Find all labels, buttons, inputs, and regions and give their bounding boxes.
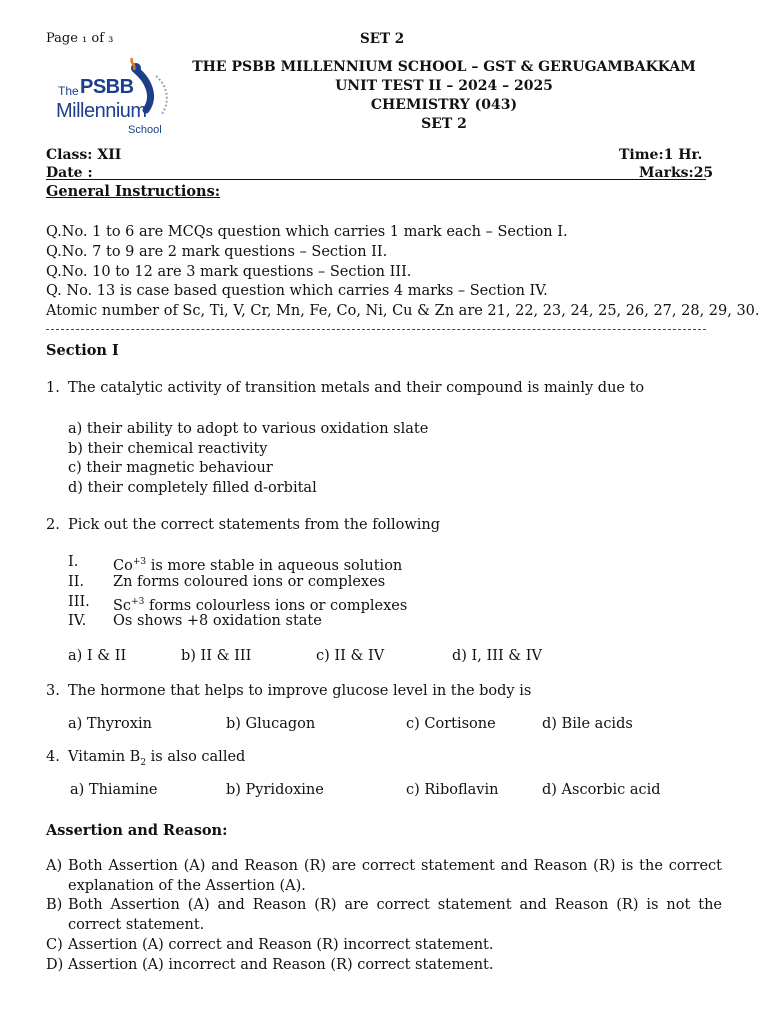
- ar-label: C): [46, 937, 63, 953]
- date-underline: [46, 179, 706, 180]
- option: b) Glucagon: [226, 716, 316, 732]
- question-text: Vitamin $B_2$ is also called: [68, 749, 246, 768]
- ar-text: Assertion (A) correct and Reason (R) incorrect statement.: [68, 937, 494, 953]
- logo-millennium: Millennium: [56, 100, 147, 122]
- statement-roman: III.: [68, 594, 90, 610]
- logo-school: School: [128, 124, 162, 136]
- option: a) I & II: [68, 648, 127, 664]
- question-text: Pick out the correct statements from the following: [68, 517, 441, 533]
- statement-text: $Co^{+3}$ is more stable in aqueous solution: [113, 557, 403, 574]
- option: c) their magnetic behaviour: [68, 460, 273, 476]
- test-name: UNIT TEST II – 2024 – 2025: [335, 78, 553, 94]
- ar-text: Both Assertion (A) and Reason (R) are correct statement and Reason (R) is not the correct statement.: [68, 897, 722, 933]
- ar-label: B): [46, 897, 63, 913]
- marks-label: Marks:25: [639, 165, 714, 181]
- option: b) Pyridoxine: [226, 782, 324, 798]
- dashed-divider: [46, 329, 706, 330]
- ar-title: Assertion and Reason:: [46, 822, 228, 839]
- date-label: Date :: [46, 165, 93, 181]
- statement-text: Os shows +8 oxidation state: [113, 613, 322, 629]
- option: d) Ascorbic acid: [542, 782, 661, 798]
- subject-name: CHEMISTRY (043): [370, 97, 518, 113]
- ar-text: Assertion (A) incorrect and Reason (R) correct statement.: [68, 957, 494, 973]
- instruction-line: Atomic number of Sc, Ti, V, Cr, Mn, Fe, Co, Ni, Cu & Zn are 21, 22, 23, 24, 25, 26, 27, 28, 29, 30.: [46, 303, 760, 319]
- option: d) their completely filled d-orbital: [68, 480, 317, 496]
- statement-roman: I.: [68, 554, 79, 570]
- question-text: The hormone that helps to improve glucose level in the body is: [68, 683, 532, 699]
- school-name: THE PSBB MILLENNIUM SCHOOL – GST & GERUGAMBAKKAM: [192, 59, 696, 75]
- instruction-line: Q.No. 10 to 12 are 3 mark questions – Section III.: [46, 264, 412, 280]
- instruction-line: Q.No. 7 to 9 are 2 mark questions – Section II.: [46, 244, 388, 260]
- logo-psbb: PSBB: [80, 76, 134, 98]
- instruction-line: Q.No. 1 to 6 are MCQs question which carries 1 mark each – Section I.: [46, 224, 568, 240]
- set-label: SET 2: [421, 116, 467, 132]
- set-label-top: SET 2: [360, 31, 405, 47]
- option: a) Thiamine: [70, 782, 158, 798]
- statement-text: Zn forms coloured ions or complexes: [113, 574, 386, 590]
- statement-roman: II.: [68, 574, 85, 590]
- option: c) II & IV: [316, 648, 385, 664]
- page-number: Page ₁ of ₃: [46, 31, 114, 46]
- option: b) their chemical reactivity: [68, 441, 268, 457]
- instruction-line: Q. No. 13 is case based question which carries 4 marks – Section IV.: [46, 283, 548, 299]
- question-number: 3.: [46, 683, 60, 699]
- question-number: 4.: [46, 749, 60, 765]
- ar-label: A): [46, 858, 63, 874]
- option: c) Cortisone: [406, 716, 496, 732]
- statement-text: $Sc^{+3}$ forms colourless ions or complexes: [113, 597, 408, 614]
- instructions-title: General Instructions:: [46, 183, 221, 200]
- question-number: 2.: [46, 517, 60, 533]
- logo-the: The: [58, 84, 79, 98]
- option: d) Bile acids: [542, 716, 633, 732]
- question-number: 1.: [46, 380, 60, 396]
- section-title: Section I: [46, 342, 119, 359]
- ar-text: Both Assertion (A) and Reason (R) are correct statement and Reason (R) is the correct explanation of the Assertion (A).: [68, 858, 722, 894]
- option: c) Riboflavin: [406, 782, 499, 798]
- option: b) II & III: [181, 648, 252, 664]
- question-text: The catalytic activity of transition metals and their compound is mainly due to: [68, 380, 645, 396]
- time-label: Time:1 Hr.: [619, 147, 703, 163]
- statement-roman: IV.: [68, 613, 87, 629]
- option: a) their ability to adopt to various oxidation slate: [68, 421, 429, 437]
- option: d) I, III & IV: [452, 648, 543, 664]
- class-label: Class: XII: [46, 147, 122, 163]
- option: a) Thyroxin: [68, 716, 152, 732]
- ar-label: D): [46, 957, 64, 973]
